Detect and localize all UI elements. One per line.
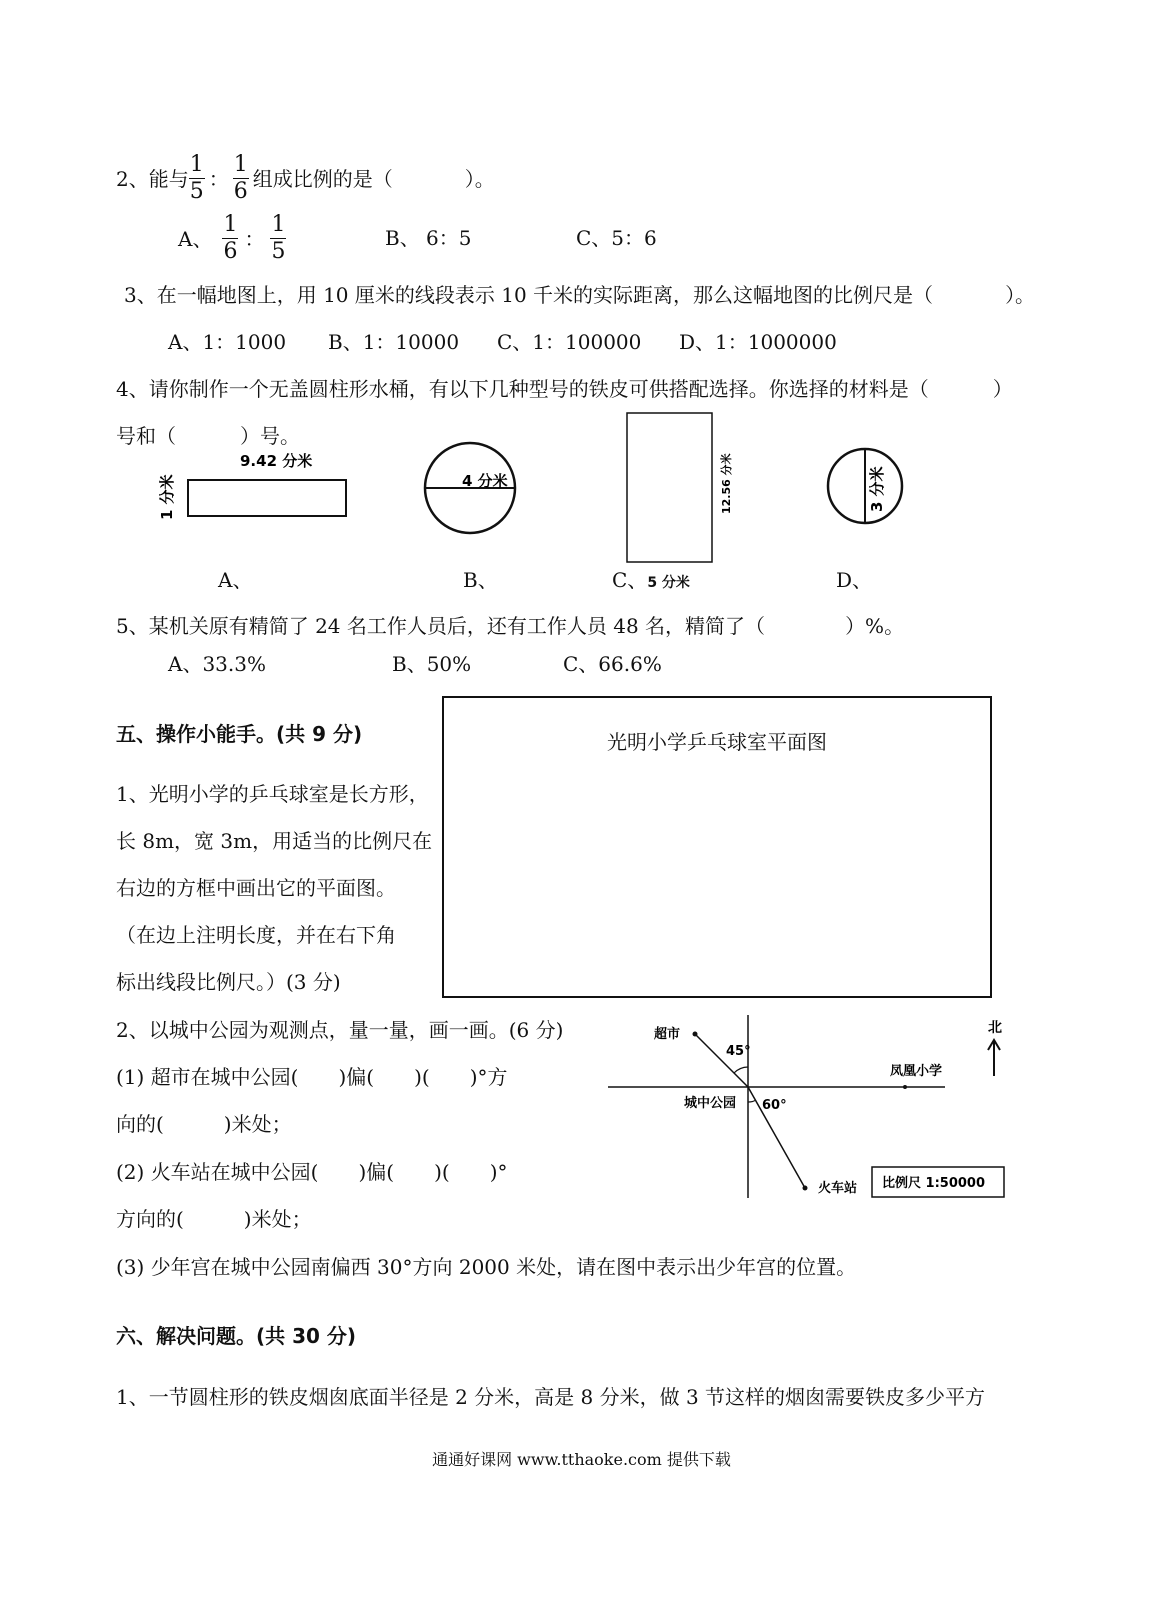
numerator: 1: [271, 212, 286, 237]
q3-stem-text: 3、在一幅地图上，用 10 厘米的线段表示 10 千米的实际距离，那么这幅地图的比例尺是（: [124, 283, 934, 307]
north-label: 北: [988, 1020, 1002, 1036]
q4-line2-a: 号和（: [116, 424, 176, 448]
fig-c-side-label: 12.56 分米: [720, 453, 733, 514]
s5-p2-line3: 向的( )米处；: [116, 1112, 292, 1136]
q5-stem-text: 5、某机关原有精简了 24 名工作人员后，还有工作人员 48 名，精简了（: [116, 614, 766, 638]
q3-option-c[interactable]: C、1：100000: [497, 330, 642, 354]
fig-d-dia-label: 3 分米: [868, 466, 886, 512]
q2-stem-post: 组成比例的是（: [252, 166, 393, 191]
s5-p1-line3: 右边的方框中画出它的平面图。: [116, 876, 396, 900]
q5-option-c[interactable]: C、66.6%: [563, 652, 662, 676]
park-label: 城中公园: [684, 1096, 737, 1111]
fig-d-label: D、: [836, 568, 873, 592]
s6-q1: 1、一节圆柱形的铁皮烟囱底面半径是 2 分米，高是 8 分米，做 3 节这样的烟囱需要铁皮多少平方: [116, 1385, 986, 1409]
denominator: 5: [271, 239, 286, 264]
q4-stem-text: 4、请你制作一个无盖圆柱形水桶，有以下几种型号的铁皮可供搭配选择。你选择的材料是（: [116, 377, 929, 401]
direction-map[interactable]: [600, 1010, 1030, 1210]
station-label: 火车站: [818, 1181, 858, 1196]
school-dot: [903, 1085, 907, 1089]
numerator: 1: [233, 152, 248, 177]
option-label: A、: [178, 226, 213, 251]
q5-stem: [116, 614, 904, 638]
s5-p2-line1: 2、以城中公园为观测点，量一量，画一画。(6 分): [116, 1018, 564, 1042]
angle1-label: 45°: [726, 1044, 751, 1059]
numerator: 1: [223, 212, 238, 237]
fig-a-top-label: 9.42 分米: [240, 452, 313, 470]
s5-p1-line2: 长 8m，宽 3m，用适当的比例尺在: [116, 829, 433, 853]
fig-c-label: [612, 568, 690, 595]
fig-a-rectangle: [188, 480, 346, 516]
q5-option-a[interactable]: A、33.3%: [168, 652, 266, 676]
s5-p2-line6: (3) 少年宫在城中公园南偏西 30°方向 2000 米处，请在图中表示出少年宫的位置。: [116, 1255, 857, 1279]
section6-heading: 六、解决问题。(共 30 分): [116, 1324, 357, 1348]
supermarket-ray: [695, 1034, 748, 1087]
q3-stem-end: ）。: [1005, 283, 1036, 307]
fig-c-rectangle: [627, 413, 712, 562]
s5-p1-line1: 1、光明小学的乒乓球室是长方形，: [116, 782, 429, 806]
footer: 通通好课网 www.tthaoke.com 提供下载: [432, 1450, 731, 1469]
q3-option-d[interactable]: D、1：1000000: [679, 330, 837, 354]
fig-c-letter: C、: [612, 568, 648, 592]
q3-option-a[interactable]: A、1：1000: [168, 330, 287, 354]
q2-stem-end: ）。: [464, 166, 495, 191]
q2-option-b[interactable]: B、 6：5: [385, 226, 472, 250]
s5-p2-line5: 方向的( )米处；: [116, 1207, 312, 1231]
fig-b-label: B、: [463, 568, 498, 592]
colon: ：: [208, 166, 229, 191]
s5-p1-line4: （在边上注明长度，并在右下角: [116, 923, 396, 947]
colon: ：: [244, 226, 265, 251]
s5-p1-line5: 标出线段比例尺。）(3 分): [116, 970, 341, 994]
fig-a-side-label: 1 分米: [158, 474, 176, 520]
q4-line2-b: ）号。: [240, 424, 300, 448]
s5-p2-line4: (2) 火车站在城中公园( )偏( )( )°: [116, 1160, 508, 1184]
scale-label: 比例尺 1:50000: [882, 1176, 985, 1191]
fig-c-bottom-label: 5 分米: [647, 575, 690, 591]
s5-p2-line2: (1) 超市在城中公园( )偏( )( )°方: [116, 1065, 508, 1089]
denominator: 5: [189, 179, 204, 204]
q4-stem-end: ）: [992, 377, 1013, 401]
supermarket-label: 超市: [654, 1027, 681, 1042]
numerator: 1: [189, 152, 204, 177]
school-label: 凤凰小学: [890, 1064, 943, 1079]
angle1-arc: [734, 1067, 748, 1073]
fig-b-dia-label: 4 分米: [462, 472, 508, 490]
q2-option-c[interactable]: C、5：6: [576, 226, 657, 250]
q2-stem-pre: 2、能与: [116, 166, 189, 191]
angle2-label: 60°: [762, 1098, 787, 1113]
q4-figures: [0, 0, 1163, 600]
q3-option-b[interactable]: B、1：10000: [328, 330, 460, 354]
fig-a-label: A、: [218, 568, 253, 592]
floor-plan-title: 光明小学乒乓球室平面图: [607, 730, 827, 754]
station-dot: [803, 1186, 808, 1191]
floor-plan-box[interactable]: [442, 696, 992, 998]
q5-option-b[interactable]: B、50%: [392, 652, 472, 676]
section5-heading: 五、操作小能手。(共 9 分): [116, 722, 363, 746]
angle2-arc: [748, 1100, 756, 1102]
supermarket-dot: [693, 1032, 698, 1037]
denominator: 6: [223, 239, 238, 264]
denominator: 6: [233, 179, 248, 204]
q5-stem-end: ）%。: [845, 614, 905, 638]
